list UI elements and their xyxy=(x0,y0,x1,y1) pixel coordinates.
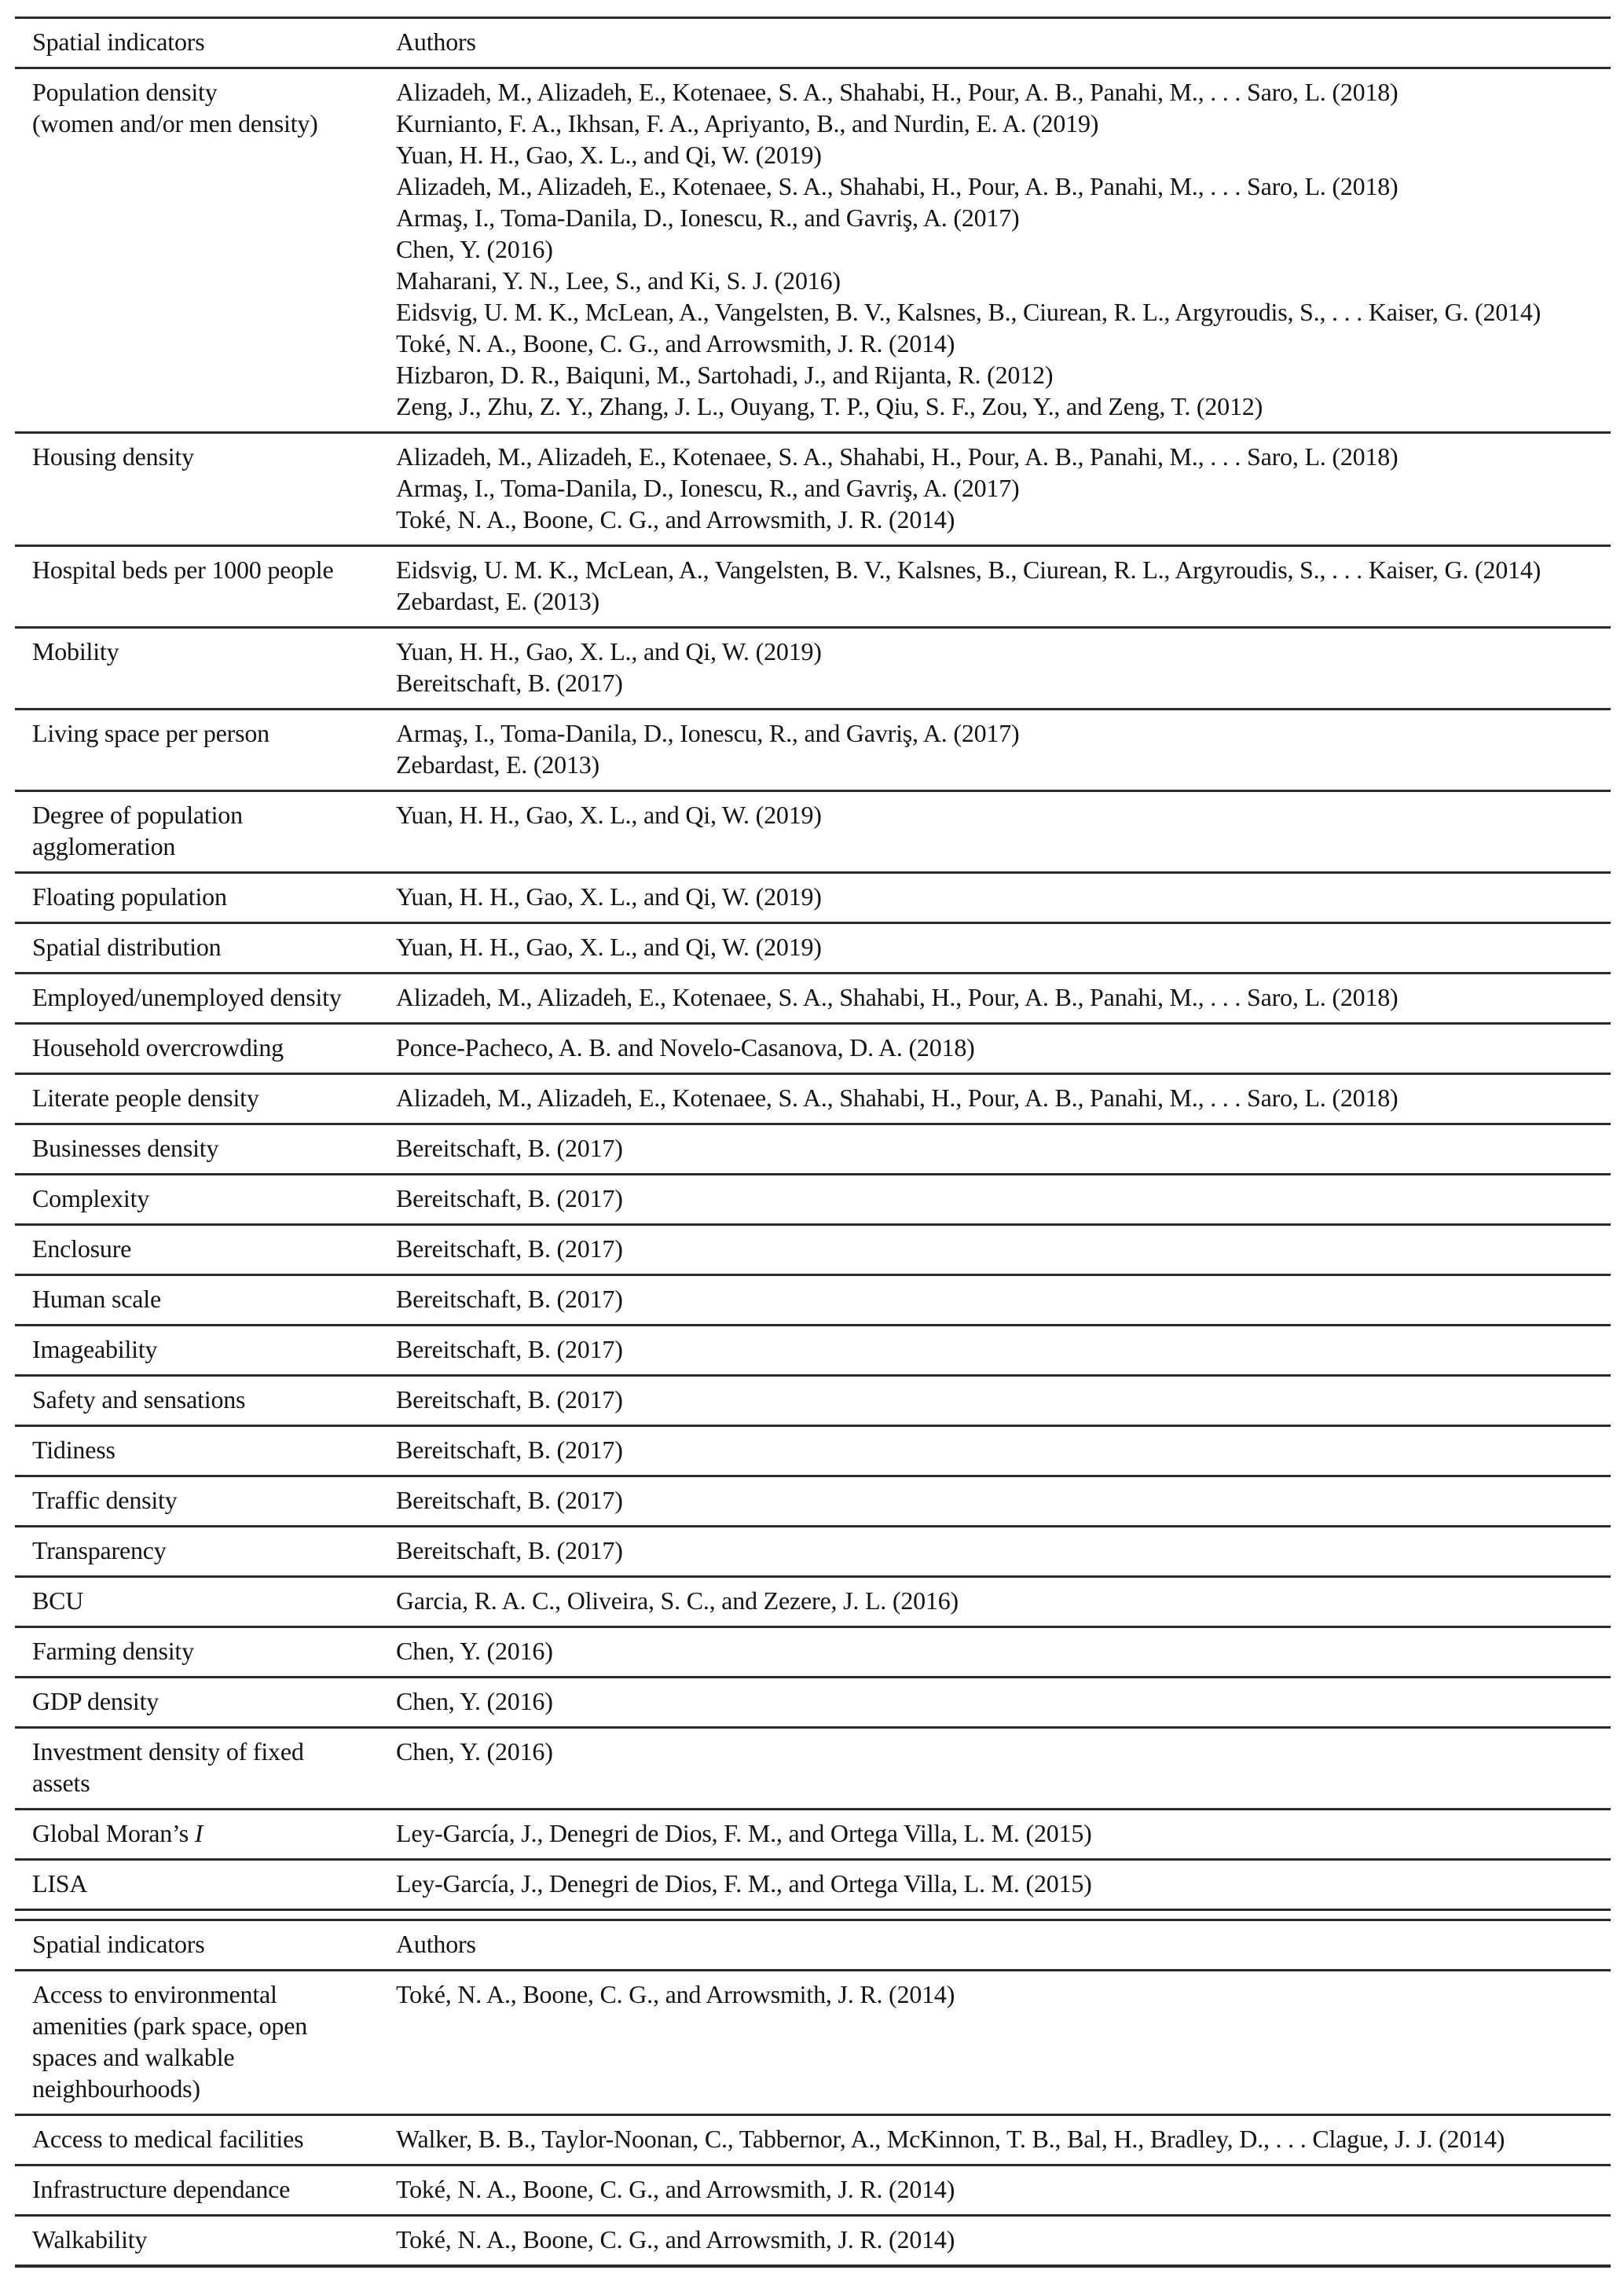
indicator-label-line: Human scale xyxy=(32,1285,161,1313)
table-row xyxy=(15,922,1611,972)
author-reference: Toké, N. A., Boone, C. G., and Arrowsmith, J. R. (2014) xyxy=(396,329,955,358)
indicator-cell xyxy=(32,1183,396,1214)
author-reference: Armaş, I., Toma-Danila, D., Ionescu, R., and Gavriş, A. (2017) xyxy=(396,474,1020,502)
indicator-label-italic: I xyxy=(194,1819,203,1847)
author-reference: Alizadeh, M., Alizadeh, E., Kotenaee, S. A., Shahabi, H., Pour, A. B., Panahi, M., . . . Saro, L. (2018) xyxy=(396,442,1399,471)
indicator-label-line: amenities (park space, open xyxy=(32,2011,308,2040)
authors-cell xyxy=(396,2224,1611,2255)
table-row xyxy=(15,2114,1611,2164)
indicator-label-line: Businesses density xyxy=(32,1134,219,1162)
column-header-authors: Authors xyxy=(396,1930,476,1958)
author-reference: Chen, Y. (2016) xyxy=(396,235,553,263)
indicator-label-line: assets xyxy=(32,1769,90,1797)
table-row xyxy=(15,1808,1611,1858)
indicator-cell xyxy=(32,1384,396,1415)
table-row xyxy=(15,1274,1611,1324)
author-reference: Bereitschaft, B. (2017) xyxy=(396,1184,623,1212)
indicator-label-line: Complexity xyxy=(32,1184,150,1212)
indicator-label-line: Spatial distribution xyxy=(32,933,222,961)
reference-table-lower xyxy=(15,1919,1611,2268)
indicator-cell xyxy=(32,2123,396,2154)
indicator-label-line: Degree of population xyxy=(32,801,243,829)
author-reference: Bereitschaft, B. (2017) xyxy=(396,1234,623,1263)
author-reference: Eidsvig, U. M. K., McLean, A., Vangelsten, B. V., Kalsnes, B., Ciurean, R. L., Argyroudis, S., . . . Kaiser, G. (2014) xyxy=(396,298,1542,326)
author-reference: Maharani, Y. N., Lee, S., and Ki, S. J. (2016) xyxy=(396,266,841,295)
indicator-label-line: Literate people density xyxy=(32,1084,259,1112)
author-reference: Toké, N. A., Boone, C. G., and Arrowsmith, J. R. (2014) xyxy=(396,1980,955,2008)
authors-cell xyxy=(396,636,1611,699)
table-row xyxy=(15,1374,1611,1425)
authors-cell xyxy=(396,1283,1611,1315)
authors-header-cell xyxy=(396,1928,1611,1960)
indicator-cell xyxy=(32,1978,396,2104)
indicator-cell xyxy=(32,1817,396,1849)
table-header-row xyxy=(15,1921,1611,1969)
authors-cell xyxy=(396,1032,1611,1063)
table-row xyxy=(15,1969,1611,2114)
indicator-label-line: Access to medical facilities xyxy=(32,2125,304,2153)
column-header-spatial-indicators: Spatial indicators xyxy=(32,1930,205,1958)
authors-cell xyxy=(396,1868,1611,1899)
table-row xyxy=(15,1676,1611,1726)
indicator-label-line: Access to environmental xyxy=(32,1980,277,2008)
indicator-cell xyxy=(32,1484,396,1516)
author-reference: Ley-García, J., Denegri de Dios, F. M., and Ortega Villa, L. M. (2015) xyxy=(396,1819,1092,1847)
author-reference: Garcia, R. A. C., Oliveira, S. C., and Zezere, J. L. (2016) xyxy=(396,1586,959,1615)
author-reference: Armaş, I., Toma-Danila, D., Ionescu, R., and Gavriş, A. (2017) xyxy=(396,719,1020,747)
author-reference: Yuan, H. H., Gao, X. L., and Qi, W. (2019) xyxy=(396,933,822,961)
author-reference: Bereitschaft, B. (2017) xyxy=(396,1486,623,1514)
author-reference: Bereitschaft, B. (2017) xyxy=(396,1436,623,1464)
authors-cell xyxy=(396,1817,1611,1849)
authors-cell xyxy=(396,1434,1611,1465)
indicator-cell xyxy=(32,1736,396,1799)
authors-cell xyxy=(396,1585,1611,1616)
authors-cell xyxy=(396,1384,1611,1415)
indicator-cell xyxy=(32,981,396,1013)
authors-cell xyxy=(396,881,1611,912)
indicator-cell xyxy=(32,2173,396,2205)
indicator-label-line: neighbourhoods) xyxy=(32,2074,200,2103)
indicator-label-text: Global Moran’s xyxy=(32,1819,195,1847)
table-row xyxy=(15,708,1611,790)
indicator-cell xyxy=(32,931,396,963)
authors-cell xyxy=(396,1685,1611,1717)
authors-cell xyxy=(396,1132,1611,1164)
author-reference: Yuan, H. H., Gao, X. L., and Qi, W. (2019) xyxy=(396,801,822,829)
author-reference: Yuan, H. H., Gao, X. L., and Qi, W. (2019) xyxy=(396,637,822,666)
table-row xyxy=(15,1726,1611,1808)
indicator-cell xyxy=(32,1333,396,1365)
indicators-header-cell xyxy=(32,26,396,57)
table-row xyxy=(15,1173,1611,1223)
author-reference: Bereitschaft, B. (2017) xyxy=(396,669,623,697)
table-row xyxy=(15,67,1611,431)
authors-cell xyxy=(396,441,1611,535)
author-reference: Zeng, J., Zhu, Z. Y., Zhang, J. L., Ouyang, T. P., Qiu, S. F., Zou, Y., and Zeng, T. (2012) xyxy=(396,392,1263,420)
indicator-label-line: Living space per person xyxy=(32,719,269,747)
author-reference: Bereitschaft, B. (2017) xyxy=(396,1335,623,1363)
author-reference: Hizbaron, D. R., Baiquni, M., Sartohadi, J., and Rijanta, R. (2012) xyxy=(396,361,1054,389)
authors-header-cell xyxy=(396,26,1611,57)
indicator-cell xyxy=(32,636,396,699)
indicator-label-line: Transparency xyxy=(32,1536,167,1564)
table-row xyxy=(15,1525,1611,1575)
authors-cell xyxy=(396,1635,1611,1667)
author-reference: Toké, N. A., Boone, C. G., and Arrowsmith, J. R. (2014) xyxy=(396,2225,955,2253)
indicator-label-line: Safety and sensations xyxy=(32,1385,246,1414)
indicator-label-line: GDP density xyxy=(32,1687,159,1715)
indicator-label-line: Enclosure xyxy=(32,1234,132,1263)
authors-cell xyxy=(396,1333,1611,1365)
table-row xyxy=(15,626,1611,708)
table-row xyxy=(15,1123,1611,1173)
table-row xyxy=(15,972,1611,1022)
table-row xyxy=(15,2214,1611,2264)
table-row xyxy=(15,790,1611,871)
indicator-cell xyxy=(32,1535,396,1566)
author-reference: Zebardast, E. (2013) xyxy=(396,750,600,779)
authors-cell xyxy=(396,717,1611,780)
indicator-label-line: Investment density of fixed xyxy=(32,1737,304,1766)
author-reference: Toké, N. A., Boone, C. G., and Arrowsmith, J. R. (2014) xyxy=(396,505,955,534)
indicator-label-line: Farming density xyxy=(32,1637,194,1665)
indicators-header-cell xyxy=(32,1928,396,1960)
indicator-label-line: Traffic density xyxy=(32,1486,178,1514)
author-reference: Toké, N. A., Boone, C. G., and Arrowsmith, J. R. (2014) xyxy=(396,2175,955,2203)
author-reference: Bereitschaft, B. (2017) xyxy=(396,1385,623,1414)
indicator-cell xyxy=(32,1032,396,1063)
author-reference: Armaş, I., Toma-Danila, D., Ionescu, R., and Gavriş, A. (2017) xyxy=(396,204,1020,232)
table-row xyxy=(15,1324,1611,1374)
authors-cell xyxy=(396,1736,1611,1799)
indicator-cell xyxy=(32,76,396,422)
indicator-cell xyxy=(32,799,396,862)
indicator-cell xyxy=(32,1434,396,1465)
column-header-spatial-indicators: Spatial indicators xyxy=(32,28,205,56)
indicator-cell xyxy=(32,1585,396,1616)
authors-cell xyxy=(396,799,1611,862)
author-reference: Kurnianto, F. A., Ikhsan, F. A., Apriyanto, B., and Nurdin, E. A. (2019) xyxy=(396,109,1099,138)
table-row xyxy=(15,545,1611,626)
author-reference: Walker, B. B., Taylor-Noonan, C., Tabbernor, A., McKinnon, T. B., Bal, H., Bradley, D., . . . Clague, J. J. (2014) xyxy=(396,2125,1505,2153)
table-row xyxy=(15,1626,1611,1676)
authors-cell xyxy=(396,1535,1611,1566)
indicator-cell xyxy=(32,1868,396,1899)
reference-table-upper xyxy=(15,17,1611,1911)
table-row xyxy=(15,1073,1611,1123)
author-reference: Chen, Y. (2016) xyxy=(396,1687,553,1715)
indicator-label-line: Mobility xyxy=(32,637,119,666)
indicator-label-line: Household overcrowding xyxy=(32,1033,284,1062)
indicator-label-line: Population density xyxy=(32,78,218,106)
indicator-label-line: Employed/unemployed density xyxy=(32,983,342,1011)
indicator-cell xyxy=(32,554,396,617)
indicator-label-line: Infrastructure dependance xyxy=(32,2175,291,2203)
indicator-cell xyxy=(32,1685,396,1717)
indicator-cell xyxy=(32,1082,396,1113)
indicator-cell xyxy=(32,881,396,912)
indicator-label-line: agglomeration xyxy=(32,832,176,860)
table-row xyxy=(15,431,1611,545)
table-row xyxy=(15,1223,1611,1274)
indicator-cell xyxy=(32,2224,396,2255)
indicator-cell xyxy=(32,1635,396,1667)
authors-cell xyxy=(396,1233,1611,1264)
column-header-authors: Authors xyxy=(396,28,476,56)
authors-cell xyxy=(396,981,1611,1013)
author-reference: Eidsvig, U. M. K., McLean, A., Vangelsten, B. V., Kalsnes, B., Ciurean, R. L., Argyroudis, S., . . . Kaiser, G. (2014) xyxy=(396,556,1542,584)
indicator-cell xyxy=(32,717,396,780)
author-reference: Bereitschaft, B. (2017) xyxy=(396,1285,623,1313)
indicator-label-line: (women and/or men density) xyxy=(32,109,318,138)
indicator-label-line: Floating population xyxy=(32,882,227,911)
author-reference: Chen, Y. (2016) xyxy=(396,1737,553,1766)
authors-cell xyxy=(396,1183,1611,1214)
indicator-cell xyxy=(32,1283,396,1315)
author-reference: Alizadeh, M., Alizadeh, E., Kotenaee, S. A., Shahabi, H., Pour, A. B., Panahi, M., . . . Saro, L. (2018) xyxy=(396,172,1399,200)
indicator-label-line: LISA xyxy=(32,1869,88,1898)
indicator-label-line: Hospital beds per 1000 people xyxy=(32,556,334,584)
table-row xyxy=(15,1425,1611,1475)
indicator-cell xyxy=(32,1132,396,1164)
author-reference: Alizadeh, M., Alizadeh, E., Kotenaee, S. A., Shahabi, H., Pour, A. B., Panahi, M., . . . Saro, L. (2018) xyxy=(396,983,1399,1011)
authors-cell xyxy=(396,554,1611,617)
table-row xyxy=(15,1475,1611,1525)
table-row xyxy=(15,1858,1611,1909)
authors-cell xyxy=(396,76,1611,422)
author-reference: Alizadeh, M., Alizadeh, E., Kotenaee, S. A., Shahabi, H., Pour, A. B., Panahi, M., . . . Saro, L. (2018) xyxy=(396,1084,1399,1112)
author-reference: Yuan, H. H., Gao, X. L., and Qi, W. (2019) xyxy=(396,141,822,169)
author-reference: Alizadeh, M., Alizadeh, E., Kotenaee, S. A., Shahabi, H., Pour, A. B., Panahi, M., . . . Saro, L. (2018) xyxy=(396,78,1399,106)
table-header-row xyxy=(15,19,1611,67)
table-row xyxy=(15,1022,1611,1073)
indicator-label-line: BCU xyxy=(32,1586,84,1615)
author-reference: Bereitschaft, B. (2017) xyxy=(396,1536,623,1564)
indicator-label-line: Housing density xyxy=(32,442,194,471)
table-row xyxy=(15,1575,1611,1626)
author-reference: Chen, Y. (2016) xyxy=(396,1637,553,1665)
authors-cell xyxy=(396,1484,1611,1516)
authors-cell xyxy=(396,2173,1611,2205)
author-reference: Ley-García, J., Denegri de Dios, F. M., and Ortega Villa, L. M. (2015) xyxy=(396,1869,1092,1898)
indicator-label-line xyxy=(32,1817,396,1849)
author-reference: Yuan, H. H., Gao, X. L., and Qi, W. (2019) xyxy=(396,882,822,911)
table-row xyxy=(15,2164,1611,2214)
authors-cell xyxy=(396,1978,1611,2104)
indicator-cell xyxy=(32,1233,396,1264)
author-reference: Zebardast, E. (2013) xyxy=(396,587,600,615)
indicator-label-line: spaces and walkable xyxy=(32,2043,235,2071)
authors-cell xyxy=(396,1082,1611,1113)
author-reference: Ponce-Pacheco, A. B. and Novelo-Casanova, D. A. (2018) xyxy=(396,1033,975,1062)
indicator-label-line: Tidiness xyxy=(32,1436,115,1464)
indicator-cell xyxy=(32,441,396,535)
indicator-label-line: Imageability xyxy=(32,1335,158,1363)
table-row xyxy=(15,871,1611,922)
indicator-label-line: Walkability xyxy=(32,2225,148,2253)
author-reference: Bereitschaft, B. (2017) xyxy=(396,1134,623,1162)
authors-cell xyxy=(396,931,1611,963)
authors-cell xyxy=(396,2123,1611,2154)
